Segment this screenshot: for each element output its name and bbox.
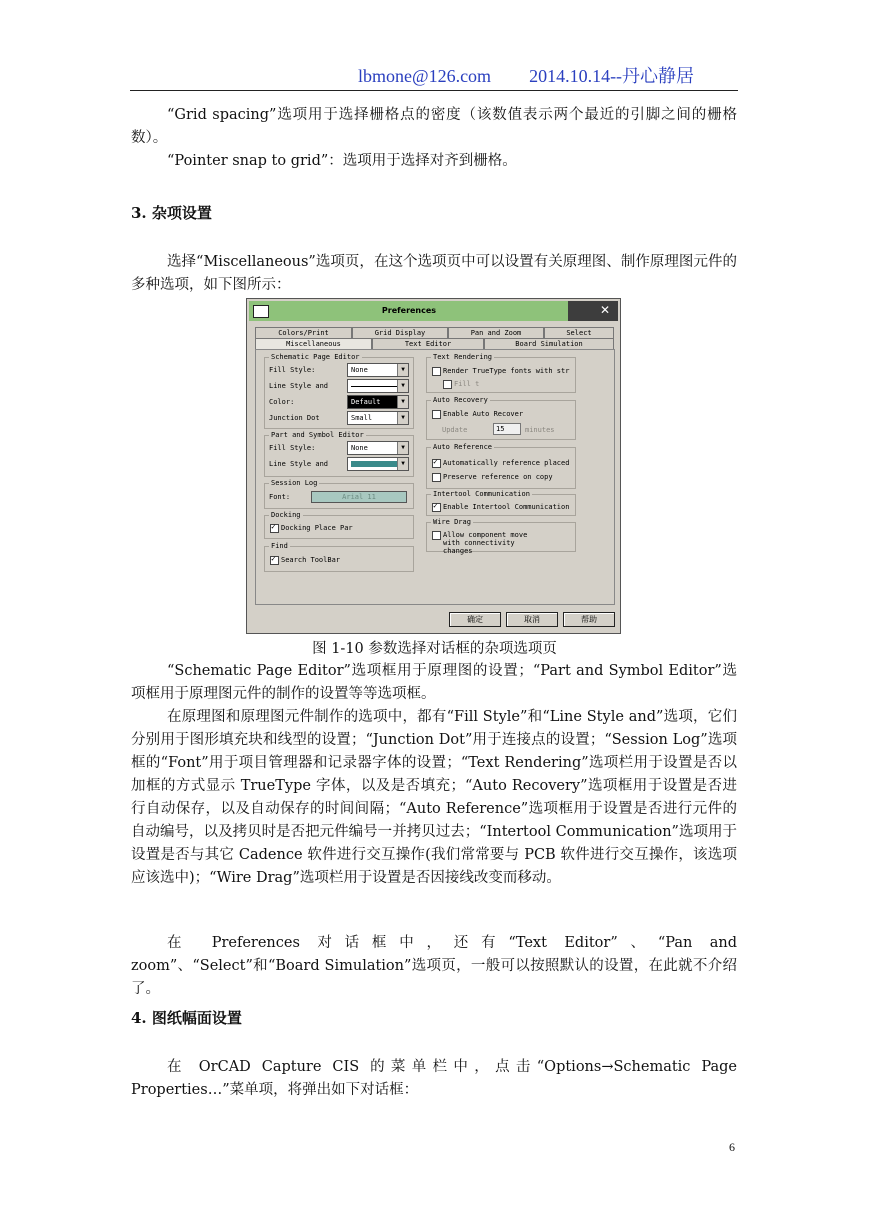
- line-style-select[interactable]: [347, 379, 409, 393]
- dialog-title: Preferences: [381, 306, 437, 315]
- tab-pan-zoom[interactable]: Pan and Zoom: [448, 327, 544, 338]
- section-heading-misc: 3. 杂项设置: [131, 204, 212, 222]
- render-truetype-checkbox[interactable]: Render TrueType fonts with str: [432, 367, 569, 375]
- allow-component-move-checkbox[interactable]: [432, 531, 527, 555]
- preserve-reference-checkbox[interactable]: Preserve reference on copy: [432, 473, 553, 481]
- group-auto-recovery: [426, 396, 576, 440]
- dialog-titlebar: [249, 301, 618, 321]
- group-title: Schematic Page Editor: [271, 353, 360, 361]
- cancel-button[interactable]: 取消: [506, 612, 558, 627]
- group-title: Auto Recovery: [433, 396, 488, 404]
- section-heading-page-size: 4. 图纸幅面设置: [131, 1009, 242, 1027]
- color-select[interactable]: [347, 395, 409, 409]
- color-value: Default: [351, 398, 381, 406]
- misc-panel: [255, 349, 615, 605]
- group-title: Intertool Communication: [433, 490, 530, 498]
- close-icon[interactable]: ✕: [599, 303, 610, 317]
- tab-colors-print[interactable]: Colors/Print: [255, 327, 352, 338]
- fill-style-label: Fill Style:: [269, 366, 316, 374]
- minutes-label: minutes: [525, 426, 555, 434]
- update-label: Update: [442, 426, 468, 434]
- wire-drag-line1: Allow component move: [443, 531, 528, 539]
- paragraph-misc-intro: 选择“Miscellaneous”选项页，在这个选项页中可以设置有关原理图、制作原理图元件的多种选项，如下图所示：: [131, 254, 737, 293]
- group-title: Wire Drag: [433, 518, 471, 526]
- part-fill-style-label: Fill Style:: [269, 444, 316, 452]
- group-title: Session Log: [271, 479, 318, 487]
- paragraph-editor-boxes: “Schematic Page Editor”选项框用于原理图的设置；“Part and Symbol Editor”选项框用于原理图元件的制作的设置等等选项框。: [131, 663, 737, 702]
- page-number: 6: [729, 1140, 735, 1154]
- group-schematic-page-editor: [264, 353, 414, 429]
- tab-grid-display[interactable]: Grid Display: [352, 327, 448, 338]
- group-title: Find: [271, 542, 288, 550]
- ok-button[interactable]: 确定: [449, 612, 501, 627]
- wire-drag-line2: with connectivity: [443, 539, 515, 547]
- junction-dot-label: Junction Dot: [269, 414, 320, 422]
- group-text-rendering: [426, 353, 576, 393]
- junction-dot-value: Small: [351, 414, 373, 422]
- chevron-down-icon: ▼: [397, 396, 408, 408]
- part-fill-style-select[interactable]: [347, 441, 409, 455]
- docking-place-checkbox[interactable]: Docking Place Par ✓: [270, 524, 353, 532]
- header-rule: [130, 90, 738, 91]
- tab-miscellaneous[interactable]: Miscellaneous: [255, 338, 372, 349]
- preferences-dialog: [246, 298, 621, 634]
- group-title: Docking: [271, 511, 301, 519]
- part-line-style-label: Line Style and: [269, 460, 329, 468]
- fill-text-checkbox[interactable]: Fill t: [443, 380, 479, 388]
- group-title: Auto Reference: [433, 443, 493, 451]
- chevron-down-icon: ▼: [397, 412, 408, 424]
- auto-reference-checkbox[interactable]: Automatically reference placed ✓: [432, 459, 569, 467]
- font-button[interactable]: Arial 11: [311, 491, 407, 503]
- group-docking: [264, 511, 414, 539]
- group-session-log: [264, 479, 414, 509]
- chevron-down-icon: ▼: [397, 442, 408, 454]
- help-button[interactable]: 帮助: [563, 612, 615, 627]
- group-title: Text Rendering: [433, 353, 493, 361]
- fill-style-select[interactable]: [347, 363, 409, 377]
- header-email: lbmone@126.com: [358, 66, 492, 86]
- paragraph-page-properties: 在 OrCAD Capture CIS 的菜单栏中，点击“Options→Schematic Page Properties…”菜单项，将弹出如下对话框：: [131, 1059, 737, 1098]
- line-style-swatch: [351, 461, 399, 467]
- group-auto-reference: [426, 443, 576, 489]
- group-part-symbol-editor: [264, 431, 414, 477]
- junction-dot-select[interactable]: [347, 411, 409, 425]
- tab-text-editor[interactable]: Text Editor: [372, 338, 484, 349]
- wire-drag-line3: changes: [443, 547, 473, 555]
- enable-auto-recover-checkbox[interactable]: Enable Auto Recover: [432, 410, 523, 418]
- line-style-swatch: [351, 386, 399, 387]
- header-date-author: 2014.10.14--丹心静居: [529, 66, 695, 86]
- chevron-down-icon: ▼: [397, 380, 408, 392]
- chevron-down-icon: ▼: [397, 458, 408, 470]
- part-fill-style-value: None: [351, 444, 368, 452]
- color-label: Color:: [269, 398, 295, 406]
- tab-board-simulation[interactable]: Board Simulation: [484, 338, 614, 349]
- group-wire-drag: [426, 518, 576, 555]
- group-find: [264, 542, 414, 572]
- titlebar-dark-region: [568, 301, 618, 321]
- group-title: Part and Symbol Editor: [271, 431, 364, 439]
- chevron-down-icon: ▼: [397, 364, 408, 376]
- tab-select[interactable]: Select: [544, 327, 614, 338]
- paragraph-pointer-snap: “Pointer snap to grid”：选项用于选择对齐到栅格。: [167, 153, 517, 169]
- search-toolbar-checkbox[interactable]: Search ToolBar ✓: [270, 556, 340, 564]
- line-style-label: Line Style and: [269, 382, 329, 390]
- paragraph-options-detail: 在原理图和原理图元件制作的选项中，都有“Fill Style”和“Line Style and”选项，它们分别用于图形填充块和线型的设置；“Junction Dot”用于连接点的设置；“Session Log”选项框的“Font”用于项目管理器和记录器字体的设置；“Text Rendering”选项栏用于设置是否以加框的方式显示 TrueType 字体，以及是否填充；“Auto Recovery”选项框用于设置是否进行自动保存，以及自动保存的时间间隔；“Auto Reference”选项框用于设置是否进行元件的自动编号，以及拷贝时是否把元件编号一并拷贝过去；“Intertool Communication”选项用于设置是否与其它 Cadence 软件进行交互操作(我们常常要与 PCB 软件进行交互操作，该选项应该选中)；“Wire Drag”选项栏用于设置是否因接线改变而移动。: [131, 709, 737, 886]
- part-line-style-select[interactable]: [347, 457, 409, 471]
- fill-style-value: None: [351, 366, 368, 374]
- enable-intertool-checkbox[interactable]: Enable Intertool Communication ✓: [432, 503, 569, 511]
- font-label: Font:: [269, 493, 291, 501]
- figure-caption: 图 1-10 参数选择对话框的杂项选项页: [312, 641, 557, 657]
- update-minutes-input[interactable]: 15: [493, 423, 521, 435]
- page-header: [358, 62, 694, 88]
- paragraph-other-tabs: 在 Preferences 对话框中，还有“Text Editor”、“Pan and zoom”、“Select”和“Board Simulation”选项页，一般可以按照默认的设置，在此就不介绍了。: [131, 935, 737, 997]
- paragraph-grid-spacing: “Grid spacing”选项用于选择栅格点的密度（该数值表示两个最近的引脚之间的栅格数）。: [131, 107, 737, 146]
- group-intertool-communication: [426, 490, 576, 516]
